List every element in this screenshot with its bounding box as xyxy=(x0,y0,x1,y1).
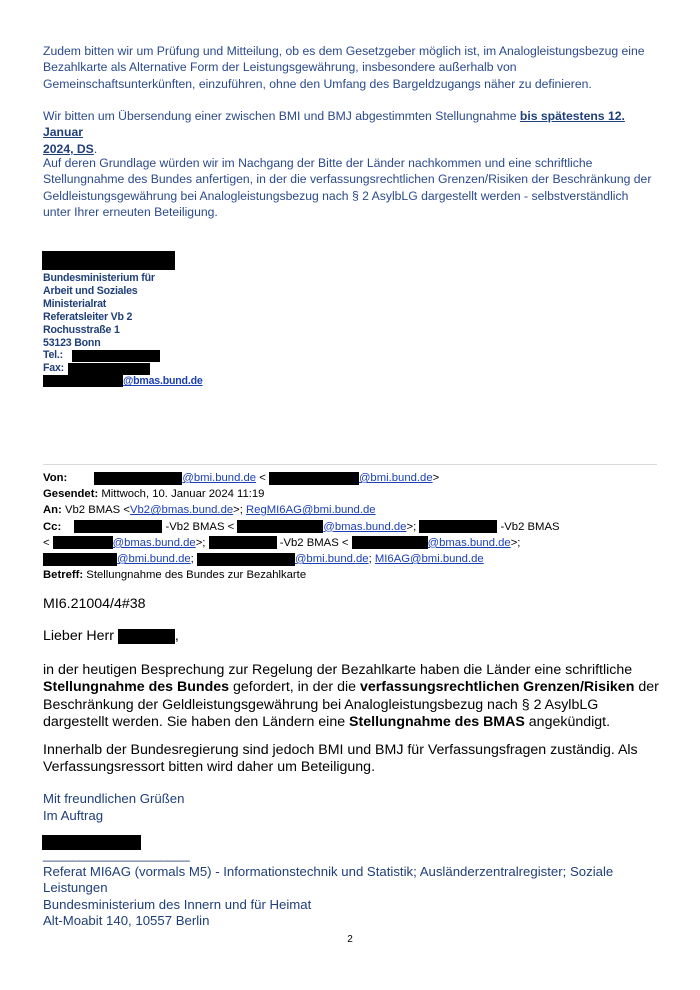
body-paragraph-2: Innerhalb der Bundesregierung sind jedoch BMI und BMJ für Verfassungsfragen zuständig. Als Verfassungsressort bitten wird daher um Beteiligung. xyxy=(43,742,638,776)
sent-value: Mittwoch, 10. Januar 2024 11:19 xyxy=(98,488,265,501)
cc-sep: ; xyxy=(368,553,375,566)
salutation xyxy=(43,628,663,645)
intro-paragraph-1: Zudem bitten wir um Prüfung und Mitteilung, ob es dem Gesetzgeber möglich ist, im Analogleistungsbezug eine Bezahlkarte als Alternative Form der Leistungsgewährung, insbesondere außerhalb von Gemeinschaftsunterkünften, einzuführen, ohne den Umfang des Bargeldzugangs näher zu definieren. xyxy=(43,44,645,91)
redacted xyxy=(209,536,277,549)
cc-row-3 xyxy=(43,551,663,567)
redacted xyxy=(269,472,359,485)
signature-bmas xyxy=(43,272,203,388)
from-label: Von: xyxy=(43,472,68,484)
redacted xyxy=(94,472,182,485)
redacted xyxy=(237,520,323,533)
from-lt: < xyxy=(256,472,266,484)
sig-line: Referat MI6AG (vormals M5) - Informationstechnik und Statistik; Ausländerzentralregister; Soziale Leistungen xyxy=(43,863,614,896)
from-gt: > xyxy=(432,472,440,484)
to-sep: >; xyxy=(233,504,247,517)
salutation-end: , xyxy=(174,628,179,644)
to-email-2[interactable]: RegMI6AG@bmi.bund.de xyxy=(246,504,376,517)
redacted xyxy=(419,520,497,533)
body-bold: Stellungnahme des BMAS xyxy=(349,714,525,731)
closing xyxy=(43,791,663,824)
page-number: 2 xyxy=(347,934,353,945)
tel-label: Tel.: xyxy=(43,349,63,362)
cc-name: -Vb2 BMAS < xyxy=(279,536,349,549)
from-email-2[interactable]: @bmi.bund.de xyxy=(358,472,433,484)
intro-paragraph-2 xyxy=(43,108,658,157)
sig-line: Rochusstraße 1 xyxy=(43,323,120,336)
body-paragraph-1 xyxy=(43,662,663,732)
sig-tel xyxy=(43,349,203,362)
salutation-text: Lieber Herr xyxy=(43,628,114,644)
body-bold: verfassungsrechtlichen Grenzen/Risiken xyxy=(359,679,635,696)
body-text: angekündigt. xyxy=(524,714,611,731)
to-label: An: xyxy=(43,504,62,517)
cc-email[interactable]: @bmas.bund.de xyxy=(112,536,196,549)
subject-value: Stellungnahme des Bundes zur Bezahlkarte xyxy=(83,569,307,582)
cc-email[interactable]: @bmas.bund.de xyxy=(427,536,511,549)
intro-paragraph-2-end: . xyxy=(93,141,98,156)
redacted xyxy=(352,536,428,549)
cc-sep: >; xyxy=(195,536,206,549)
sent-label: Gesendet: xyxy=(43,488,99,501)
deadline-text: bis spätestens 12. Januar xyxy=(43,109,625,140)
cc-label: Cc: xyxy=(43,520,62,533)
body-text: in der heutigen Besprechung zur Regelung der Bezahlkarte haben die Länder eine schriftliche xyxy=(43,662,633,678)
intro-paragraph-2-text: Wir bitten um Übersendung einer zwischen BMI und BMJ abgestimmten Stellungnahme xyxy=(43,109,520,123)
header-separator xyxy=(43,464,657,465)
redacted xyxy=(43,553,117,566)
reference-number: MI6.21004/4#38 xyxy=(43,596,146,612)
redacted-name xyxy=(118,629,175,644)
closing-line: Mit freundlichen Grüßen xyxy=(43,791,185,806)
to-name: Vb2 BMAS < xyxy=(61,504,130,517)
body-text: gefordert, in der die xyxy=(229,679,360,696)
sig-email xyxy=(43,375,203,388)
signature-bmi xyxy=(43,847,663,930)
cc-name: -Vb2 BMAS < xyxy=(165,520,235,533)
sig-line: Bundesministerium für xyxy=(43,272,155,284)
body-bold: Stellungnahme des Bundes xyxy=(43,679,230,696)
sig-rule: ____________________ xyxy=(43,847,190,862)
deadline-text-2: 2024, DS xyxy=(43,141,94,156)
cc-sep: ; xyxy=(190,553,194,566)
redacted xyxy=(74,520,162,533)
sig-line: Alt-Moabit 140, 10557 Berlin xyxy=(43,913,210,929)
cc-email[interactable]: MI6AG@bmi.bund.de xyxy=(374,553,484,566)
subject-label: Betreff: xyxy=(43,569,84,582)
from-row xyxy=(43,470,663,486)
sig-fax xyxy=(43,362,203,375)
sig-line: Bundesministerium des Innern und für Heimat xyxy=(43,896,312,912)
email-header xyxy=(43,470,663,583)
closing-line: Im Auftrag xyxy=(43,807,104,823)
sig-line: Referatsleiter Vb 2 xyxy=(43,310,133,323)
cc-email[interactable]: @bmas.bund.de xyxy=(323,520,407,533)
cc-row-2 xyxy=(43,535,663,551)
cc-sep: >; xyxy=(406,520,417,533)
sig-line: Arbeit und Soziales xyxy=(43,284,138,297)
cc-sep: >; xyxy=(510,536,521,549)
from-email[interactable]: @bmi.bund.de xyxy=(182,472,257,484)
cc-email[interactable]: @bmi.bund.de xyxy=(294,553,369,566)
subject-row xyxy=(43,567,663,583)
redacted-email xyxy=(43,375,123,387)
email-link[interactable]: @bmas.bund.de xyxy=(123,375,203,388)
cc-email[interactable]: @bmi.bund.de xyxy=(117,553,191,566)
sig-line: 53123 Bonn xyxy=(43,336,101,349)
redacted-name xyxy=(42,251,175,270)
body-text: der Beschränkung der Geldleistungsgewährung bei Analogleistungsbezug nach § 2 AsylbLG dargestellt werden. Sie haben den Ländern eine xyxy=(43,679,659,731)
sent-row xyxy=(43,486,663,502)
intro-paragraph-3: Auf deren Grundlage würden wir im Nachgang der Bitte der Länder nachkommen und eine schriftliche Stellungnahme des Bundes anfertigen, in der die verfassungsrechtlichen Grenzen/Risiken der Beschränkung der Geldleistungsgewährung bei Analogleistungsbezug nach § 2 AsylbLG dargestellt werden - selbstverständlich unter Ihrer erneuten Beteiligung. xyxy=(43,156,652,219)
to-row xyxy=(43,502,663,518)
cc-lt: < xyxy=(43,536,50,549)
redacted-fax xyxy=(68,363,150,375)
sig-line: Ministerialrat xyxy=(43,297,107,310)
redacted xyxy=(197,553,295,566)
redacted-tel xyxy=(72,350,160,362)
to-email[interactable]: Vb2@bmas.bund.de xyxy=(129,504,234,517)
cc-name: -Vb2 BMAS xyxy=(500,520,560,533)
redacted xyxy=(53,536,113,549)
cc-row-1 xyxy=(43,519,663,535)
fax-label: Fax: xyxy=(43,362,64,375)
